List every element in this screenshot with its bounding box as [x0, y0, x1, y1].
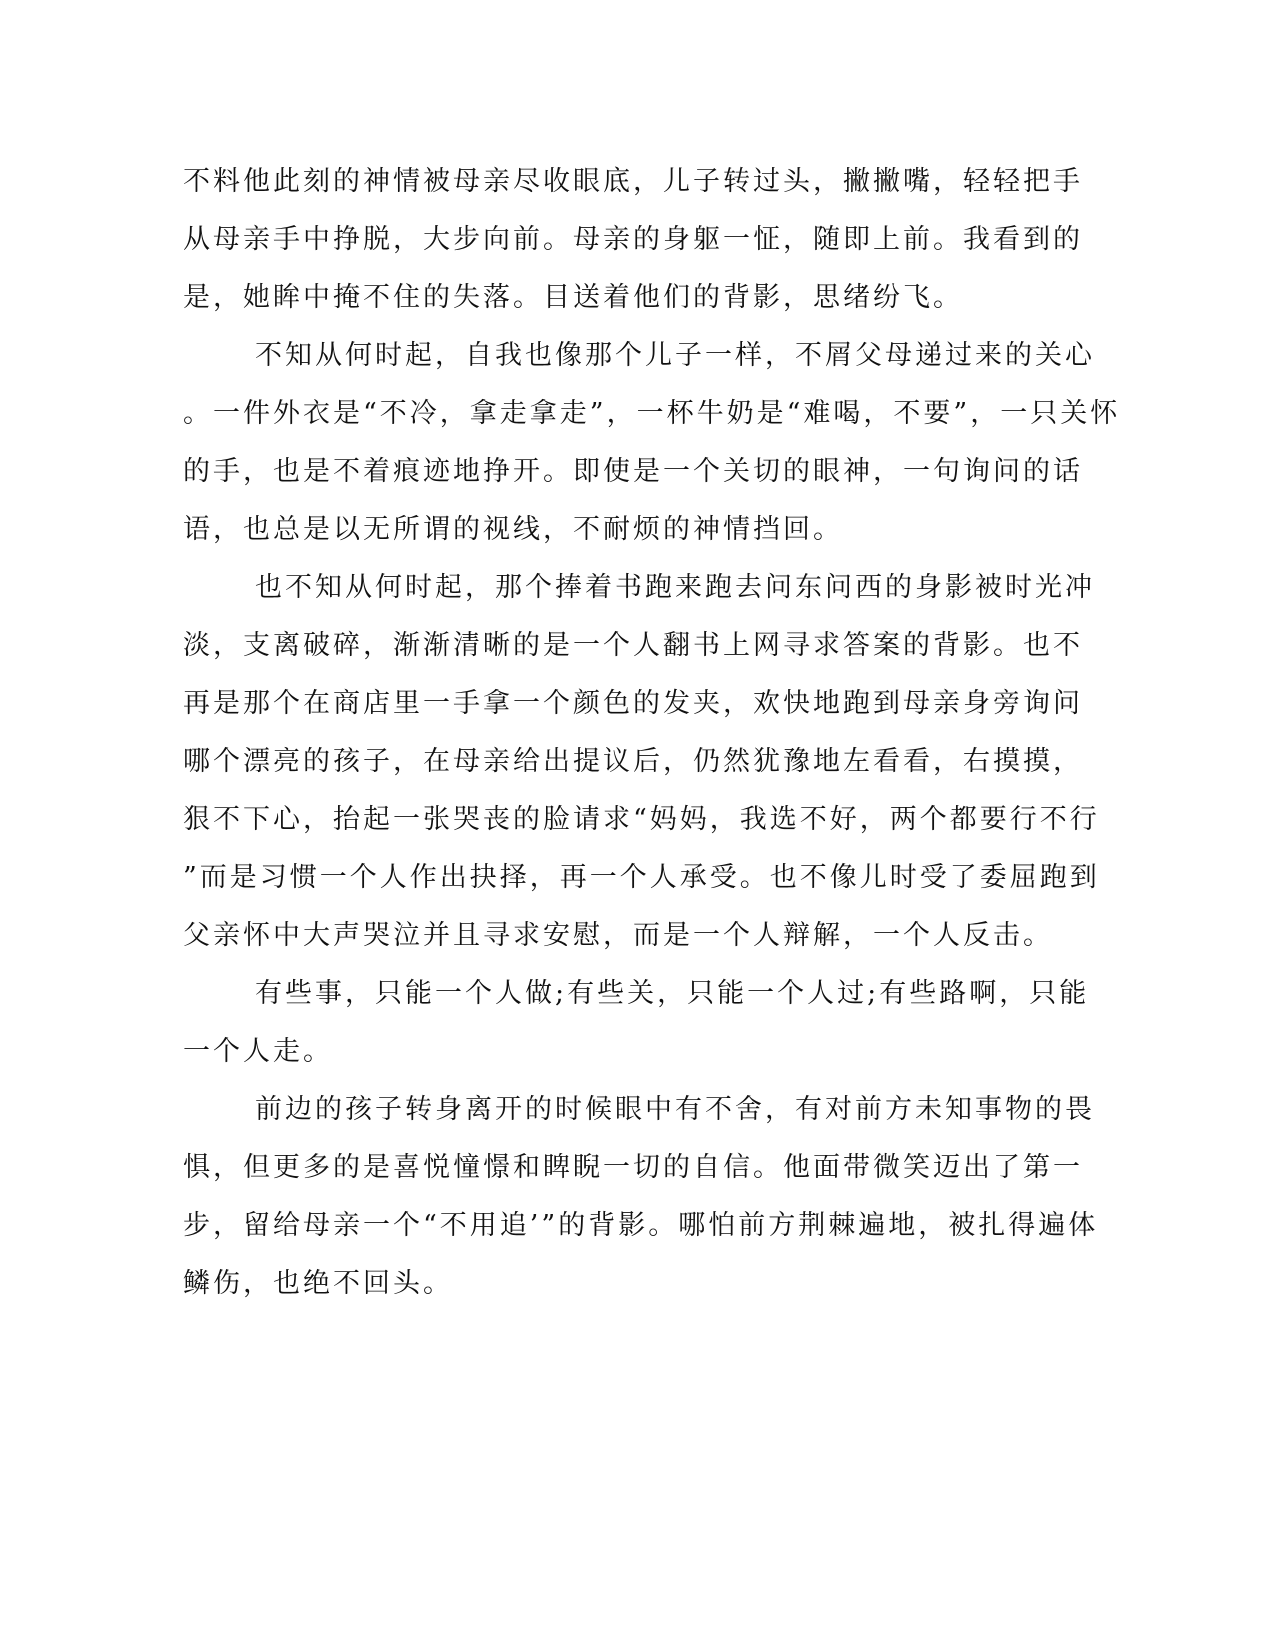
- text-line: 有些事，只能一个人做;有些关，只能一个人过;有些路啊，只能: [255, 978, 1090, 1009]
- text-line: 惧，但更多的是喜悦憧憬和睥睨一切的自信。他面带微笑迈出了第一: [183, 1152, 1083, 1183]
- text-line: 再是那个在商店里一手拿一个颜色的发夹，欢快地跑到母亲身旁询问: [183, 688, 1083, 719]
- text-line: 哪个漂亮的孩子，在母亲给出提议后，仍然犹豫地左看看，右摸摸，: [183, 746, 1083, 777]
- text-line: 是，她眸中掩不住的失落。目送着他们的背影，思绪纷飞。: [183, 282, 963, 313]
- text-line: 从母亲手中挣脱，大步向前。母亲的身躯一怔，随即上前。我看到的: [183, 224, 1083, 255]
- text-line: 一个人走。: [183, 1036, 333, 1067]
- text-line: 。一件外衣是“不冷，拿走拿走”，一杯牛奶是“难喝，不要”，一只关怀: [183, 398, 1121, 429]
- text-line: 的手，也是不着痕迹地挣开。即使是一个关切的眼神，一句询问的话: [183, 456, 1083, 487]
- text-line: 前边的孩子转身离开的时候眼中有不舍，有对前方未知事物的畏: [255, 1094, 1095, 1125]
- text-line: ”而是习惯一个人作出抉择，再一个人承受。也不像儿时受了委屈跑到: [183, 862, 1100, 893]
- text-line: 也不知从何时起，那个捧着书跑来跑去问东问西的身影被时光冲: [255, 572, 1095, 603]
- text-line: 鳞伤，也绝不回头。: [183, 1268, 453, 1299]
- text-line: 步，留给母亲一个“不用追’”的背影。哪怕前方荆棘遍地，被扎得遍体: [183, 1210, 1099, 1241]
- text-line: 不料他此刻的神情被母亲尽收眼底，儿子转过头，撇撇嘴，轻轻把手: [183, 166, 1083, 197]
- text-line: 淡，支离破碎，渐渐清晰的是一个人翻书上网寻求答案的背影。也不: [183, 630, 1083, 661]
- text-line: 不知从何时起，自我也像那个儿子一样，不屑父母递过来的关心: [255, 340, 1095, 371]
- text-line: 语，也总是以无所谓的视线，不耐烦的神情挡回。: [183, 514, 843, 545]
- text-line: 父亲怀中大声哭泣并且寻求安慰，而是一个人辩解，一个人反击。: [183, 920, 1053, 951]
- text-line: 狠不下心，抬起一张哭丧的脸请求“妈妈，我选不好，两个都要行不行: [183, 804, 1100, 835]
